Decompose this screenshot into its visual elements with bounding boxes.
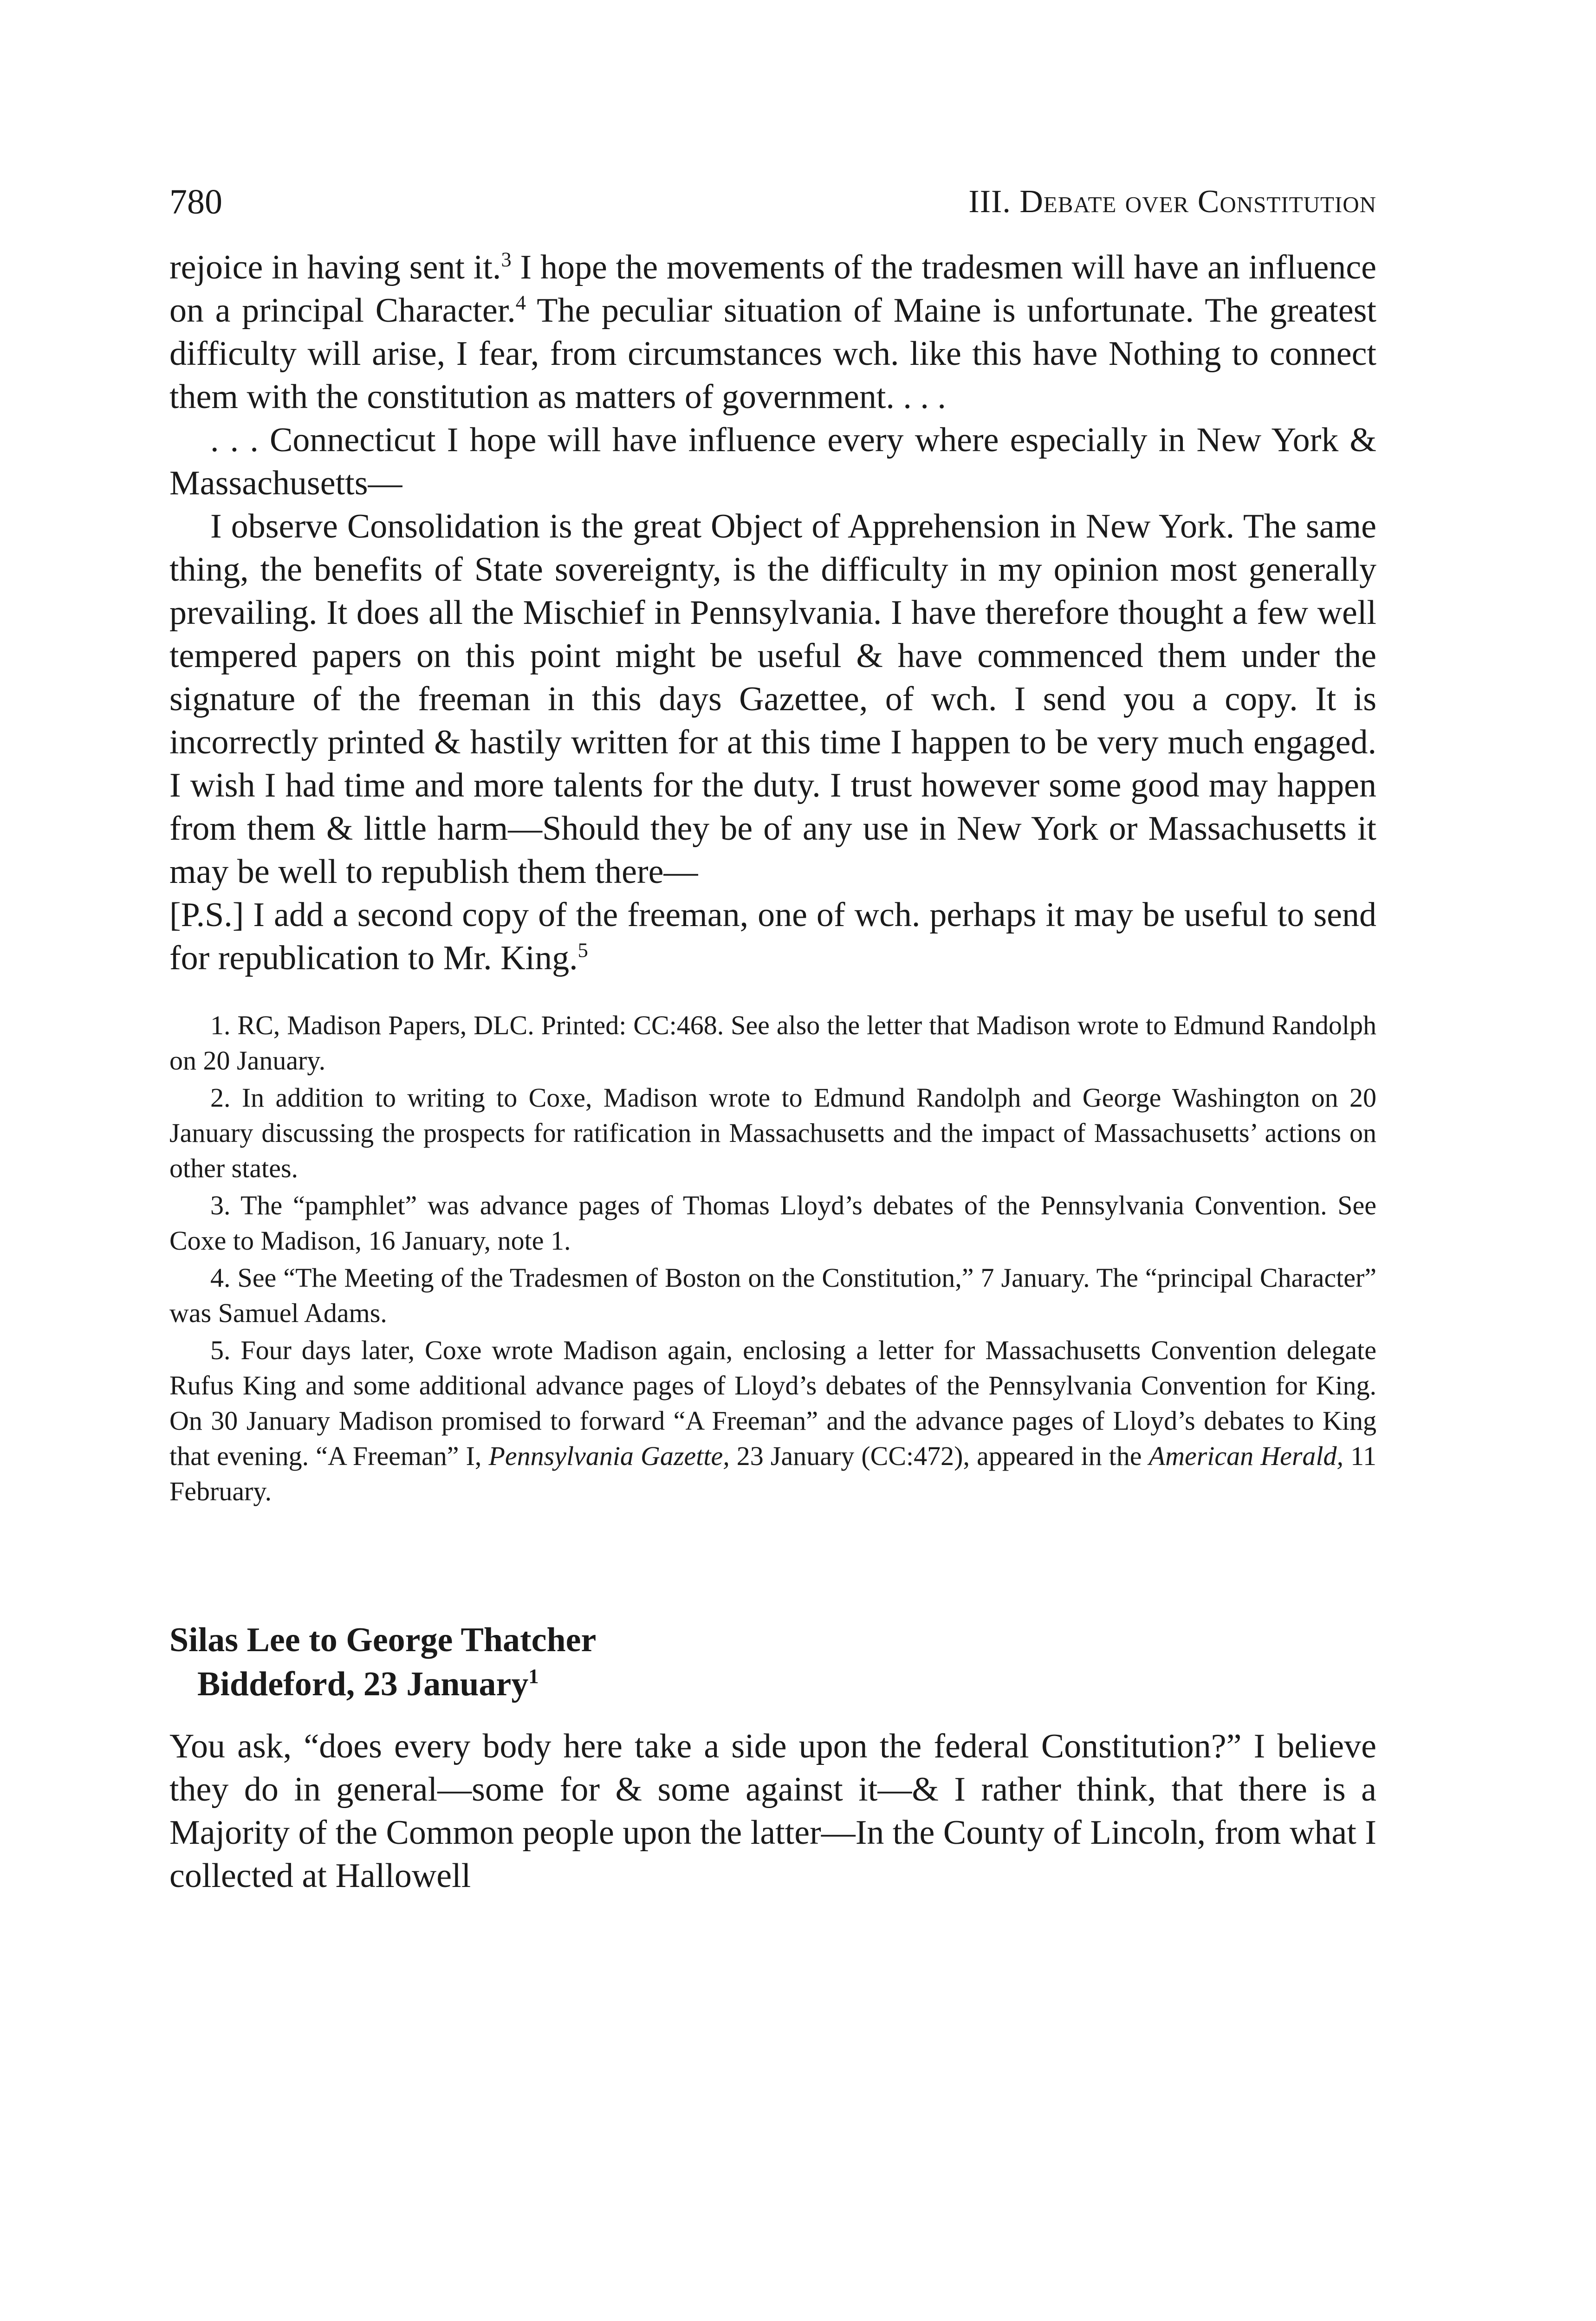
footnote-ref-3: 3 xyxy=(501,247,512,271)
letter-body xyxy=(169,1725,1376,1898)
footnote-1: 1. RC, Madison Papers, DLC. Printed: CC:468. See also the letter that Madison wrote to Edmund Randolph on 20 January. xyxy=(169,1010,1376,1076)
footnote-ref-1: 1 xyxy=(528,1664,539,1688)
running-head xyxy=(169,176,1376,227)
paragraph-3: I observe Consolidation is the great Object of Apprehension in New York. The same thing, the benefits of State sovereignty, is the difficulty in my opinion most generally prevailing. It does all the Mischief in Pennsylvania. I have therefore thought a few well tempered papers on this point might be useful & have commenced them under the signature of the freeman in this days Gazettee, of wch. I send you a copy. It is incorrectly printed & hastily written for at this time I happen to be very much engaged. I wish I had time and more talents for the duty. I trust however some good may happen from them & little harm—Should they be of any use in New York or Massachusetts it may be well to republish them there— xyxy=(169,507,1376,891)
letter-paragraph: You ask, “does every body here take a side upon the federal Constitution?” I believe they do in general—some for & some against it—& I rather think, that there is a Majority of the Common people upon the latter—In the County of Lincoln, from what I collected at Hallowell xyxy=(169,1727,1376,1895)
footnote-3: 3. The “pamphlet” was advance pages of Thomas Lloyd’s debates of the Pennsylvania Convention. See Coxe to Madison, 16 January, note 1. xyxy=(169,1190,1376,1256)
paragraph-2: . . . Connecticut I hope will have influence every where especially in New York & Massachusetts— xyxy=(169,421,1376,502)
footnotes xyxy=(169,1008,1376,1509)
letter-heading xyxy=(169,1618,1376,1706)
paragraph-1: rejoice in having sent it.$^3$ I hope the movements of the tradesmen will have an influence on a principal Character.$^4$ The peculiar situation of Maine is unfortunate. The greatest difficulty will arise, I fear, from circumstances wch. like this have Nothing to connect them with the constitution as matters of government. . . . xyxy=(169,247,1376,416)
footnote-ref-5: 5 xyxy=(577,938,588,962)
section-title: III. Debate over Constitution xyxy=(968,184,1376,220)
letter-place-date: Biddeford, 23 January$^1$ xyxy=(197,1664,539,1703)
letter-title: Silas Lee to George Thatcher xyxy=(169,1621,597,1659)
postscript: [P.S.] I add a second copy of the freeman, one of wch. perhaps it may be useful to send for republication to Mr. King.$^5$ xyxy=(169,896,1376,977)
footnote-4: 4. See “The Meeting of the Tradesmen of Boston on the Constitution,” 7 January. The “principal Character” was Samuel Adams. xyxy=(169,1263,1376,1328)
footnote-ref-4: 4 xyxy=(515,291,526,314)
footnote-2: 2. In addition to writing to Coxe, Madison wrote to Edmund Randolph and George Washington on 20 January discussing the prospects for ratification in Massachusetts and the impact of Massachusetts’ actions on other states. xyxy=(169,1083,1376,1183)
document-page xyxy=(169,176,1376,1898)
footnote-5: 5. Four days later, Coxe wrote Madison again, enclosing a letter for Massachusetts Convention delegate Rufus King and some additional advance pages of Lloyd’s debates of the Pennsylvania Convention for King. On 30 January Madison promised to forward “A Freeman” and the advance pages of Lloyd’s debates to King that evening. “A Freeman” I, Pennsylvania Gazette, 23 January (CC:472), appeared in the American Herald, 11 February. xyxy=(169,1335,1376,1506)
letter-continuation xyxy=(169,246,1376,980)
page-number: 780 xyxy=(169,182,222,221)
